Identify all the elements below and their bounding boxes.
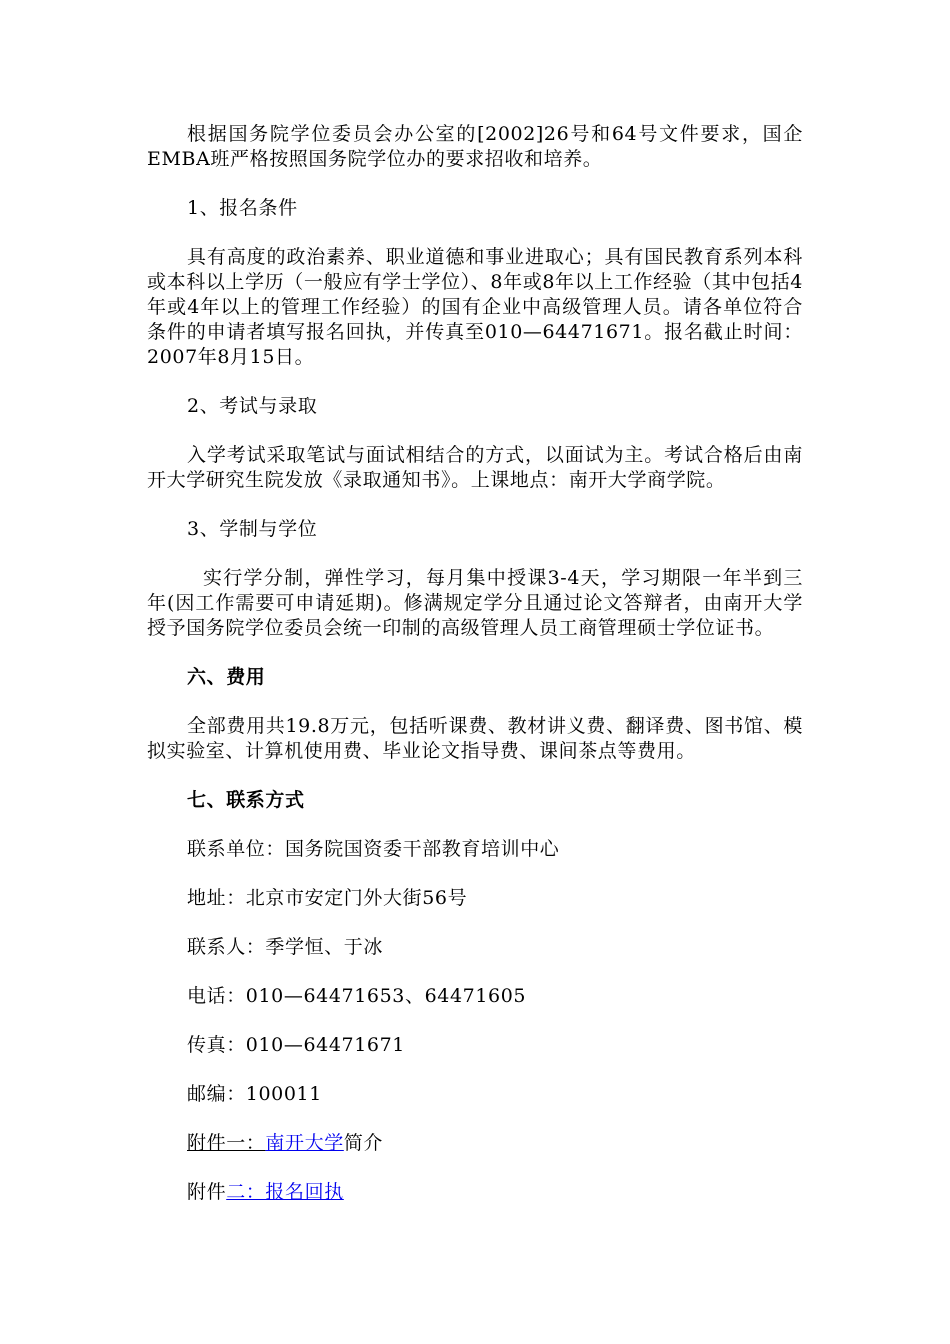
section-conditions-body: 具有高度的政治素养、职业道德和事业进取心；具有国民教育系列本科或本科以上学历（一般应有学士学位）、8年或8年以上工作经验（其中包括4年或4年以上的管理工作经验）的国有企业中高级管理人员。请各单位符合条件的申请者填写报名回执，并传真至010—64471671。报名截止时间：2007年8月15日。 (147, 246, 803, 368)
contact-person: 联系人：季学恒、于冰 (187, 936, 384, 958)
contact-unit: 联系单位：国务院国资委干部教育培训中心 (187, 838, 560, 860)
contact-phone: 电话：010—64471653、64471605 (187, 985, 527, 1007)
attachment-one-link[interactable]: 南开大学 (265, 1132, 344, 1154)
section-degree-body: 实行学分制，弹性学习，每月集中授课3-4天，学习期限一年半到三年(因工作需要可申请延期)。修满规定学分且通过论文答辩者，由南开大学授予国务院学位委员会统一印制的高级管理人员工商管理硕士学位证书。 (147, 567, 803, 639)
contact-address: 地址：北京市安定门外大街56号 (187, 887, 468, 909)
contact-postcode: 邮编：100011 (187, 1083, 322, 1105)
fees-body: 全部费用共19.8万元，包括听课费、教材讲义费、翻译费、图书馆、模拟实验室、计算机使用费、毕业论文指导费、课间茶点等费用。 (147, 715, 803, 762)
section-degree-title: 3、学制与学位 (187, 518, 318, 540)
section-exam-title: 2、考试与录取 (187, 395, 318, 417)
attachment-one-prefix: 附件一： (187, 1132, 266, 1154)
section-conditions-title: 1、报名条件 (187, 197, 298, 219)
attachment-one-suffix: 简介 (343, 1132, 384, 1154)
intro-paragraph: 根据国务院学位委员会办公室的[2002]26号和64号文件要求，国企EMBA班严格按照国务院学位办的要求招收和培养。 (147, 123, 803, 170)
attachment-two-prefix: 附件 (187, 1181, 227, 1203)
attachment-two-link[interactable]: 二：报名回执 (226, 1181, 344, 1203)
section-exam-body: 入学考试采取笔试与面试相结合的方式，以面试为主。考试合格后由南开大学研究生院发放《录取通知书》。上课地点：南开大学商学院。 (147, 444, 803, 491)
contact-heading: 七、联系方式 (187, 789, 305, 811)
document-page (147, 122, 803, 1205)
contact-fax: 传真：010—64471671 (187, 1034, 405, 1056)
fees-heading: 六、费用 (187, 666, 266, 688)
attachment-one (147, 1131, 803, 1156)
attachment-two (147, 1180, 803, 1205)
